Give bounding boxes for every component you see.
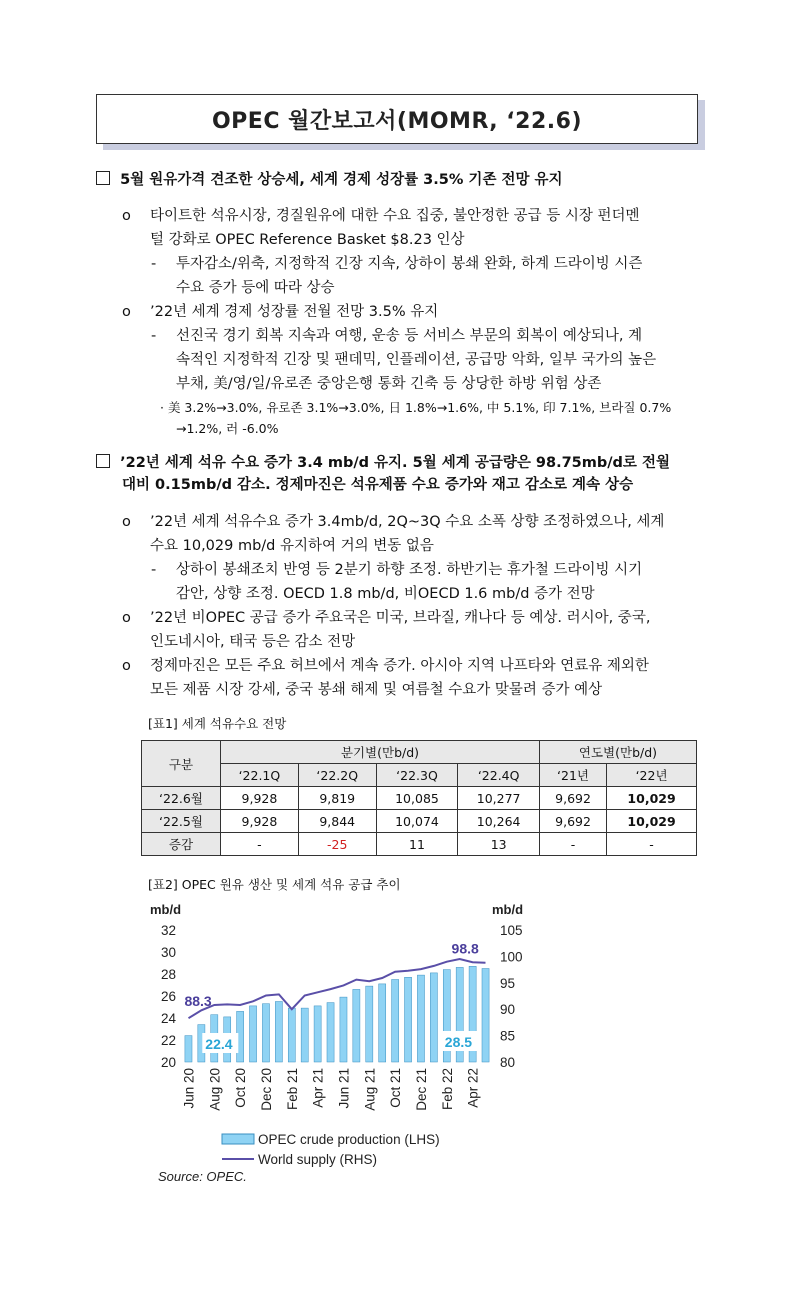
s1-sub2-l2: 속적인 지정학적 긴장 및 팬데믹, 인플레이션, 공급망 악화, 일부 국가의 높은 — [176, 352, 657, 368]
table-cell: - — [221, 833, 299, 856]
table-cell: 9,692 — [539, 787, 606, 810]
x-tick-label: Aug 21 — [362, 1068, 378, 1111]
col-header: ‘21년 — [539, 764, 606, 787]
x-tick-label: Aug 20 — [207, 1068, 223, 1111]
left-unit-label: mb/d — [150, 902, 182, 917]
legend-line-label: World supply (RHS) — [258, 1152, 378, 1167]
table-header-row — [142, 741, 697, 764]
bar-opec-production — [340, 997, 347, 1062]
table-cell: 10,074 — [376, 810, 458, 833]
bar-opec-production — [301, 1008, 308, 1062]
row-label: 증감 — [142, 833, 221, 856]
bullet-marker: o — [122, 658, 131, 674]
s2-bullet3-l1: 정제마진은 모든 주요 허브에서 계속 증가. 아시아 지역 나프타와 연료유 제외한 — [150, 658, 649, 674]
s1-sub1-l1: 투자감소/위축, 지정학적 긴장 지속, 상하이 봉쇄 완화, 하계 드라이빙 시즌 — [176, 256, 643, 272]
x-tick-label: Dec 20 — [258, 1068, 274, 1111]
legend-bar-swatch — [222, 1134, 254, 1144]
bar-opec-production — [404, 977, 411, 1062]
header-yearly: 연도별(만b/d) — [539, 741, 696, 764]
section2-heading-l1: ’22년 세계 석유 수요 증가 3.4 mb/d 유지. 5월 세계 공급량은 98.75mb/d로 전월 — [120, 455, 670, 471]
x-tick-label: Oct 20 — [233, 1068, 249, 1108]
bar-opec-production — [314, 1006, 321, 1062]
s1-sub2-l3: 부채, 美/영/일/유로존 중앙은행 통화 긴축 등 상당한 하방 위험 상존 — [176, 376, 602, 392]
table-cell: 10,029 — [607, 810, 697, 833]
table-cell: 10,264 — [458, 810, 540, 833]
s2-bullet1-l2: 수요 10,029 mb/d 유지하여 거의 변동 없음 — [150, 538, 434, 554]
annotation-bar-end: 28.5 — [444, 1034, 473, 1050]
s2-bullet2-l2: 인도네시아, 태국 등은 감소 전망 — [150, 634, 356, 650]
section2-heading-l2: 대비 0.15mb/d 감소. 정제마진은 석유제품 수요 증가와 재고 감소로 계속 상승 — [122, 477, 634, 493]
table-cell: 9,844 — [298, 810, 376, 833]
s1-sub2-l1: 선진국 경기 회복 지속과 여행, 운송 등 서비스 부문의 회복이 예상되나, 계 — [176, 328, 643, 344]
table-cell: 10,085 — [376, 787, 458, 810]
col-header: ‘22.1Q — [221, 764, 299, 787]
y-left-tick-label: 28 — [160, 967, 176, 982]
annotation-line-start: 88.3 — [184, 993, 212, 1010]
checkbox-square-icon — [96, 171, 110, 185]
page-title: OPEC 월간보고서(MOMR, ‘22.6) — [211, 108, 583, 134]
bar-opec-production — [392, 980, 399, 1063]
bar-opec-production — [185, 1036, 192, 1062]
y-right-tick-label: 90 — [500, 1002, 516, 1018]
title-box — [96, 94, 698, 144]
section2-heading-line1 — [96, 453, 670, 473]
table-cell: - — [539, 833, 606, 856]
table-cell: 10,029 — [607, 787, 697, 810]
s1-note-l2: →1.2%, 러 -6.0% — [176, 421, 279, 436]
bar-opec-production — [327, 1003, 334, 1062]
s1-bullet1-l1: 타이트한 석유시장, 경질원유에 대한 수요 집중, 불안정한 공급 등 시장 펀더멘 — [150, 208, 640, 224]
s1-bullet2: ’22년 세계 경제 성장률 전월 전망 3.5% 유지 — [150, 304, 439, 320]
bar-opec-production — [262, 1004, 269, 1062]
legend-bar-label: OPEC crude production (LHS) — [258, 1132, 440, 1147]
col-header: ‘22.3Q — [376, 764, 458, 787]
y-right-tick-label: 105 — [500, 923, 523, 938]
s1-note-l1: · 美 3.2%→3.0%, 유로존 3.1%→3.0%, 日 1.8%→1.6%, 中 5.1%, 印 7.1%, 브라질 0.7% — [160, 400, 672, 415]
dash-marker: - — [151, 256, 157, 272]
bar-opec-production — [366, 986, 373, 1062]
table-cell: - — [607, 833, 697, 856]
row-label: ‘22.6월 — [142, 787, 221, 810]
table-cell: 9,928 — [221, 810, 299, 833]
checkbox-square-icon — [96, 454, 110, 468]
x-tick-label: Feb 21 — [284, 1068, 300, 1111]
bar-opec-production — [417, 975, 424, 1062]
bullet-marker: o — [122, 610, 131, 626]
x-tick-label: Jun 21 — [336, 1068, 352, 1109]
section1-heading: 5월 원유가격 견조한 상승세, 세계 경제 성장률 3.5% 기존 전망 유지 — [120, 172, 563, 188]
table-subheader-row — [142, 764, 697, 787]
s1-bullet1-l2: 털 강화로 OPEC Reference Basket $8.23 인상 — [150, 232, 465, 248]
bar-opec-production — [353, 989, 360, 1062]
col-header: ‘22.2Q — [298, 764, 376, 787]
s2-sub1-l2: 감안, 상향 조정. OECD 1.8 mb/d, 비OECD 1.6 mb/d 증가 전망 — [176, 586, 595, 602]
table-cell: 13 — [458, 833, 540, 856]
line-world-supply — [189, 959, 486, 1018]
right-unit-label: mb/d — [492, 902, 524, 917]
demand-table — [141, 740, 697, 856]
x-tick-label: Dec 21 — [413, 1068, 429, 1111]
bullet-marker: o — [122, 304, 131, 320]
s2-bullet2-l1: ’22년 비OPEC 공급 증가 주요국은 미국, 브라질, 캐나다 등 예상. 러시아, 중국, — [150, 610, 651, 626]
col-header: ‘22년 — [607, 764, 697, 787]
s2-bullet1-l1: ’22년 세계 석유수요 증가 3.4mb/d, 2Q~3Q 수요 소폭 상향 조정하였으나, 세계 — [150, 514, 665, 530]
y-right-tick-label: 100 — [500, 949, 523, 965]
x-tick-label: Apr 22 — [465, 1068, 481, 1108]
chart-caption: [표2] OPEC 원유 생산 및 세계 석유 공급 추이 — [148, 877, 401, 892]
y-right-tick-label: 80 — [500, 1055, 516, 1070]
y-right-tick-label: 85 — [500, 1028, 516, 1044]
s1-sub1-l2: 수요 증가 등에 따라 상승 — [176, 280, 335, 296]
y-left-tick-label: 22 — [160, 1033, 176, 1048]
dash-marker: - — [151, 328, 157, 344]
x-tick-label: Jun 20 — [181, 1068, 197, 1109]
table-cell: 11 — [376, 833, 458, 856]
table-cell: 9,819 — [298, 787, 376, 810]
section1-heading-line — [96, 170, 563, 190]
annotation-bar-start: 22.4 — [205, 1036, 233, 1052]
y-left-tick-label: 24 — [160, 1011, 176, 1026]
bar-opec-production — [379, 984, 386, 1062]
table-cell: -25 — [298, 833, 376, 856]
row-label: ‘22.5월 — [142, 810, 221, 833]
x-tick-label: Apr 21 — [310, 1068, 326, 1108]
bar-opec-production — [249, 1006, 256, 1062]
y-left-tick-label: 30 — [160, 945, 176, 960]
bar-opec-production — [275, 1002, 282, 1063]
y-left-tick-label: 20 — [160, 1055, 176, 1070]
s2-bullet3-l2: 모든 제품 시장 강세, 중국 봉쇄 해제 및 여름철 수요가 맞물려 증가 예상 — [150, 682, 603, 698]
bar-opec-production — [430, 973, 437, 1062]
bar-opec-production — [482, 969, 489, 1063]
x-tick-label: Oct 21 — [388, 1068, 404, 1108]
x-tick-label: Feb 22 — [439, 1068, 455, 1111]
table-cell: 9,928 — [221, 787, 299, 810]
bullet-marker: o — [122, 208, 131, 224]
header-quarterly: 분기별(만b/d) — [221, 741, 540, 764]
table-row — [142, 810, 697, 833]
y-left-tick-label: 26 — [160, 989, 176, 1004]
y-left-tick-label: 32 — [160, 923, 176, 938]
col-header: ‘22.4Q — [458, 764, 540, 787]
annotation-line-end: 98.8 — [451, 940, 479, 957]
dash-marker: - — [151, 562, 157, 578]
header-gubun: 구분 — [142, 741, 221, 787]
table-cell: 9,692 — [539, 810, 606, 833]
bullet-marker: o — [122, 514, 131, 530]
s2-sub1-l1: 상하이 봉쇄조치 반영 등 2분기 하향 조정. 하반기는 휴가철 드라이빙 시기 — [176, 562, 643, 578]
table1-caption: [표1] 세계 석유수요 전망 — [148, 716, 287, 731]
table-row — [142, 833, 697, 856]
table-row — [142, 787, 697, 810]
y-right-tick-label: 95 — [500, 975, 516, 991]
bar-opec-production — [288, 1008, 295, 1062]
table-cell: 10,277 — [458, 787, 540, 810]
chart-source: Source: OPEC. — [158, 1169, 247, 1184]
opec-supply-chart — [146, 900, 546, 1190]
